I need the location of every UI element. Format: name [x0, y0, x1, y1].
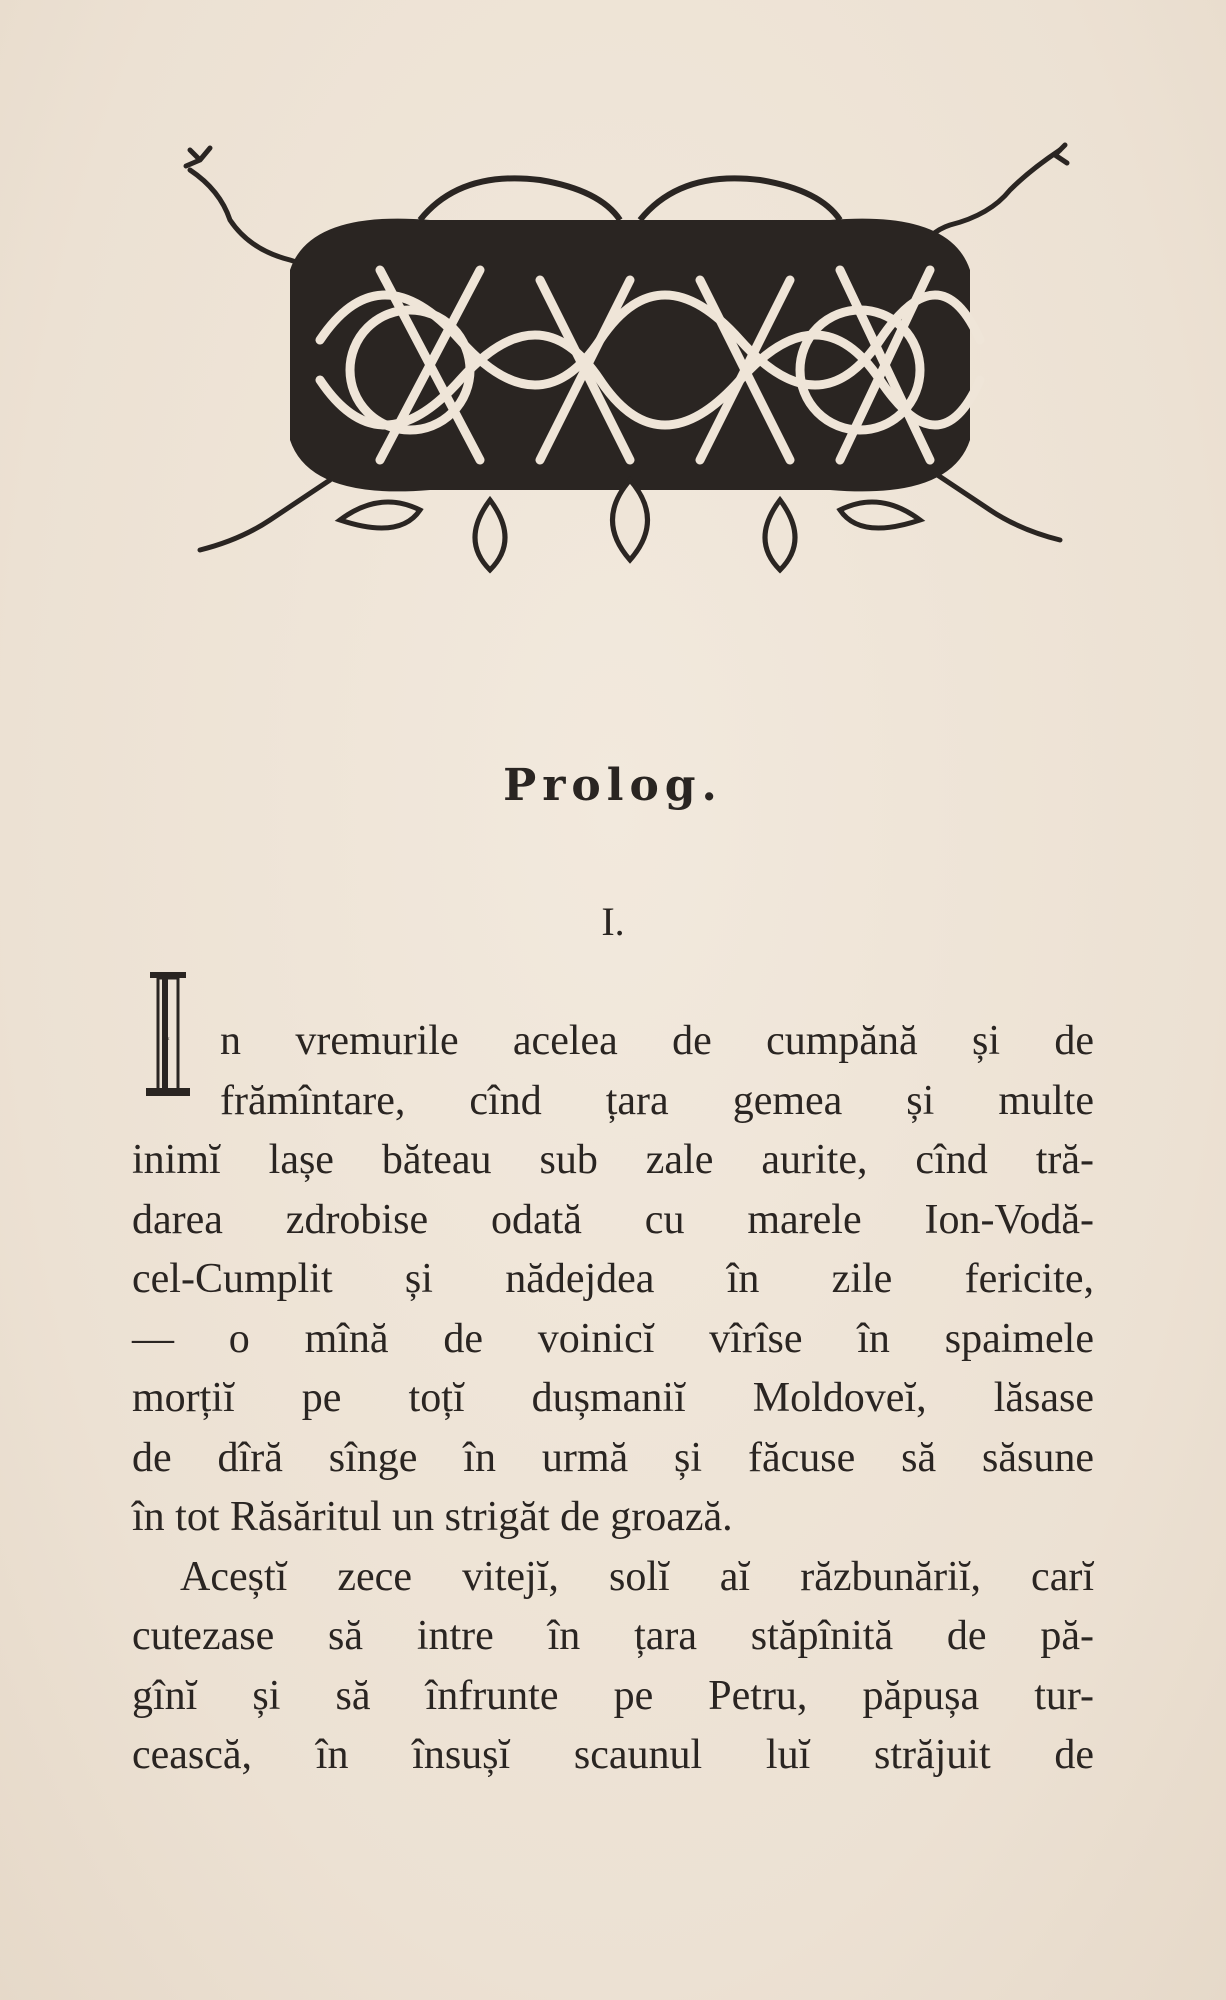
text-line: Aceștĭ zece vitejĭ, solĭ aĭ răzbunăriĭ, carĭ: [180, 1553, 1094, 1600]
text-line: gînĭ și să înfrunte pe Petru, păpușa tur-: [132, 1672, 1094, 1719]
drop-cap-letter: I: [168, 1036, 170, 1041]
celtic-knot-ornament: [180, 140, 1080, 580]
chapter-number: I.: [601, 899, 625, 944]
text-line: în tot Răsăritul un strigăt de groază.: [132, 1494, 733, 1540]
text-line: n vremurile acelea de cumpănă și de: [220, 1018, 1094, 1064]
text-line: darea zdrobise odată cu marele Ion-Vodă-: [132, 1196, 1094, 1243]
text-line: morțiĭ pe toțĭ dușmaniĭ Moldoveĭ, lăsase: [132, 1375, 1094, 1421]
text-line: inimĭ lașe băteau sub zale aurite, cînd tră-: [132, 1137, 1094, 1183]
text-line: cească, în însușĭ scaunul luĭ străjuit de: [132, 1732, 1094, 1778]
body-text: [132, 1012, 1094, 1786]
text-line: cutezase să intre în țara stăpînită de pă-: [132, 1613, 1094, 1659]
text-line: — o mînă de voinicĭ vîrîse în spaimele: [132, 1315, 1094, 1362]
text-line: de dîră sînge în urmă și făcuse să săsune: [132, 1434, 1094, 1481]
text-line: cel-Cumplit și nădejdea în zile fericite,: [132, 1256, 1094, 1302]
text-line: frămîntare, cînd țara gemea și multe: [220, 1077, 1094, 1124]
page-title: Prolog.: [503, 760, 723, 811]
